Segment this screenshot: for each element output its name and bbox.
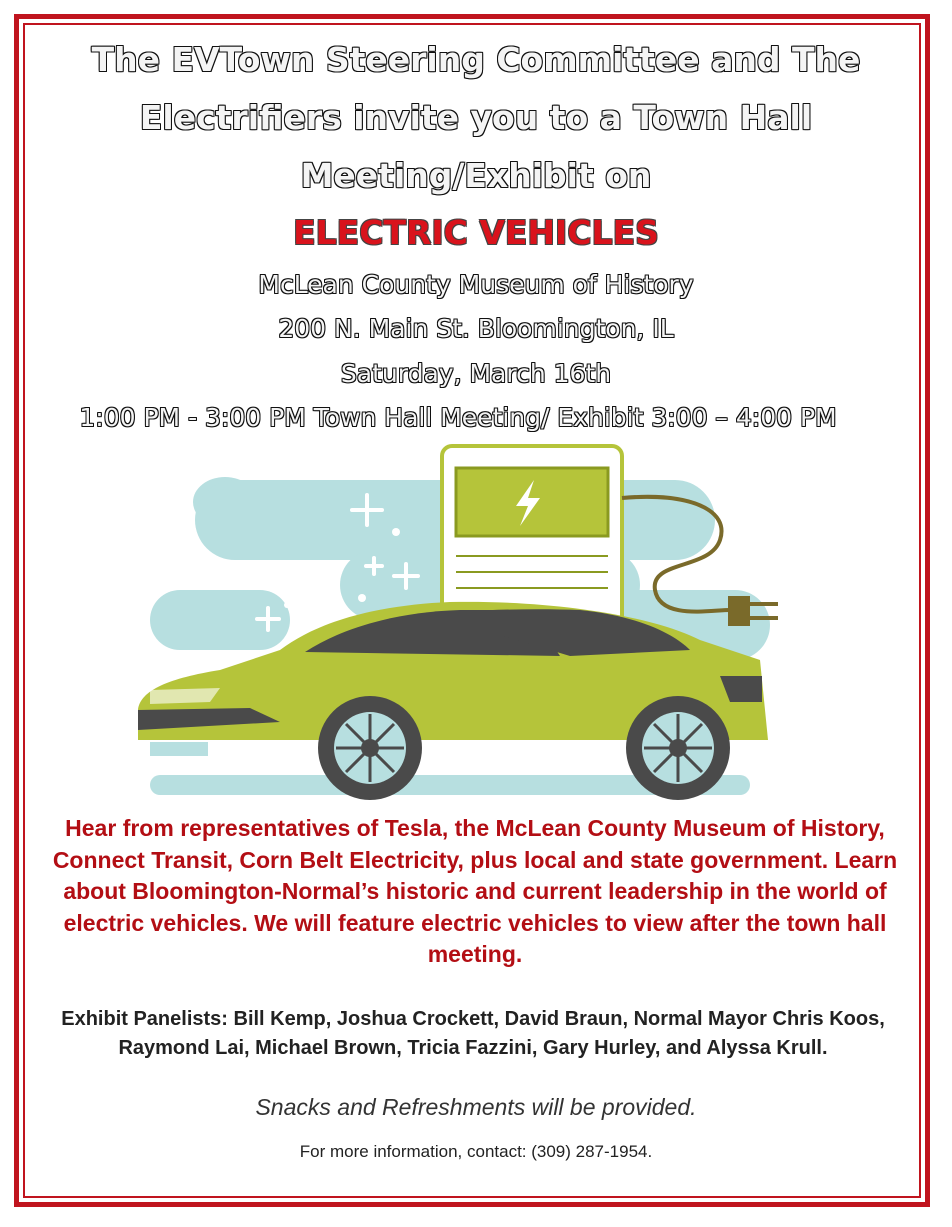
refreshments-note: Snacks and Refreshments will be provided. — [255, 1094, 697, 1120]
panelists-list: Exhibit Panelists: Bill Kemp, Joshua Crockett, David Braun, Normal Mayor Chris Koos, Raymond Lai, Michael Brown, Tricia Fazzini, Gary Hurley, and Alyssa Krull. — [61, 1008, 885, 1059]
headline-line-2: Electrifiers invite you to a Town Hall — [139, 98, 813, 137]
rear-wheel — [626, 696, 730, 800]
venue-address: 200 N. Main St. Bloomington, IL — [278, 314, 674, 343]
venue-name: McLean County Museum of History — [258, 270, 694, 299]
headline-line-3: Meeting/Exhibit on — [300, 156, 652, 195]
event-times: 1:00 PM - 3:00 PM Town Hall Meeting/ Exhibit 3:00 – 4:00 PM — [79, 403, 837, 432]
plug-icon — [728, 596, 750, 626]
headline-line-1: The EVTown Steering Committee and The — [91, 40, 861, 79]
headline-highlight: ELECTRIC VEHICLES — [293, 213, 659, 252]
license-plate — [150, 742, 208, 756]
electric-car-illustration — [130, 440, 790, 805]
event-description: Hear from representatives of Tesla, the McLean County Museum of History, Connect Transit, Corn Belt Electricity, plus local and state government. Learn about Bloomington-Normal’s historic and current leadership in the world of electric vehicles. We will feature electric vehicles to view after the town hall meeting. — [52, 815, 898, 967]
headlight — [150, 688, 220, 704]
event-date: Saturday, March 16th — [340, 359, 612, 388]
front-wheel — [318, 696, 422, 800]
contact-info: For more information, contact: (309) 287-1954. — [299, 1142, 653, 1161]
